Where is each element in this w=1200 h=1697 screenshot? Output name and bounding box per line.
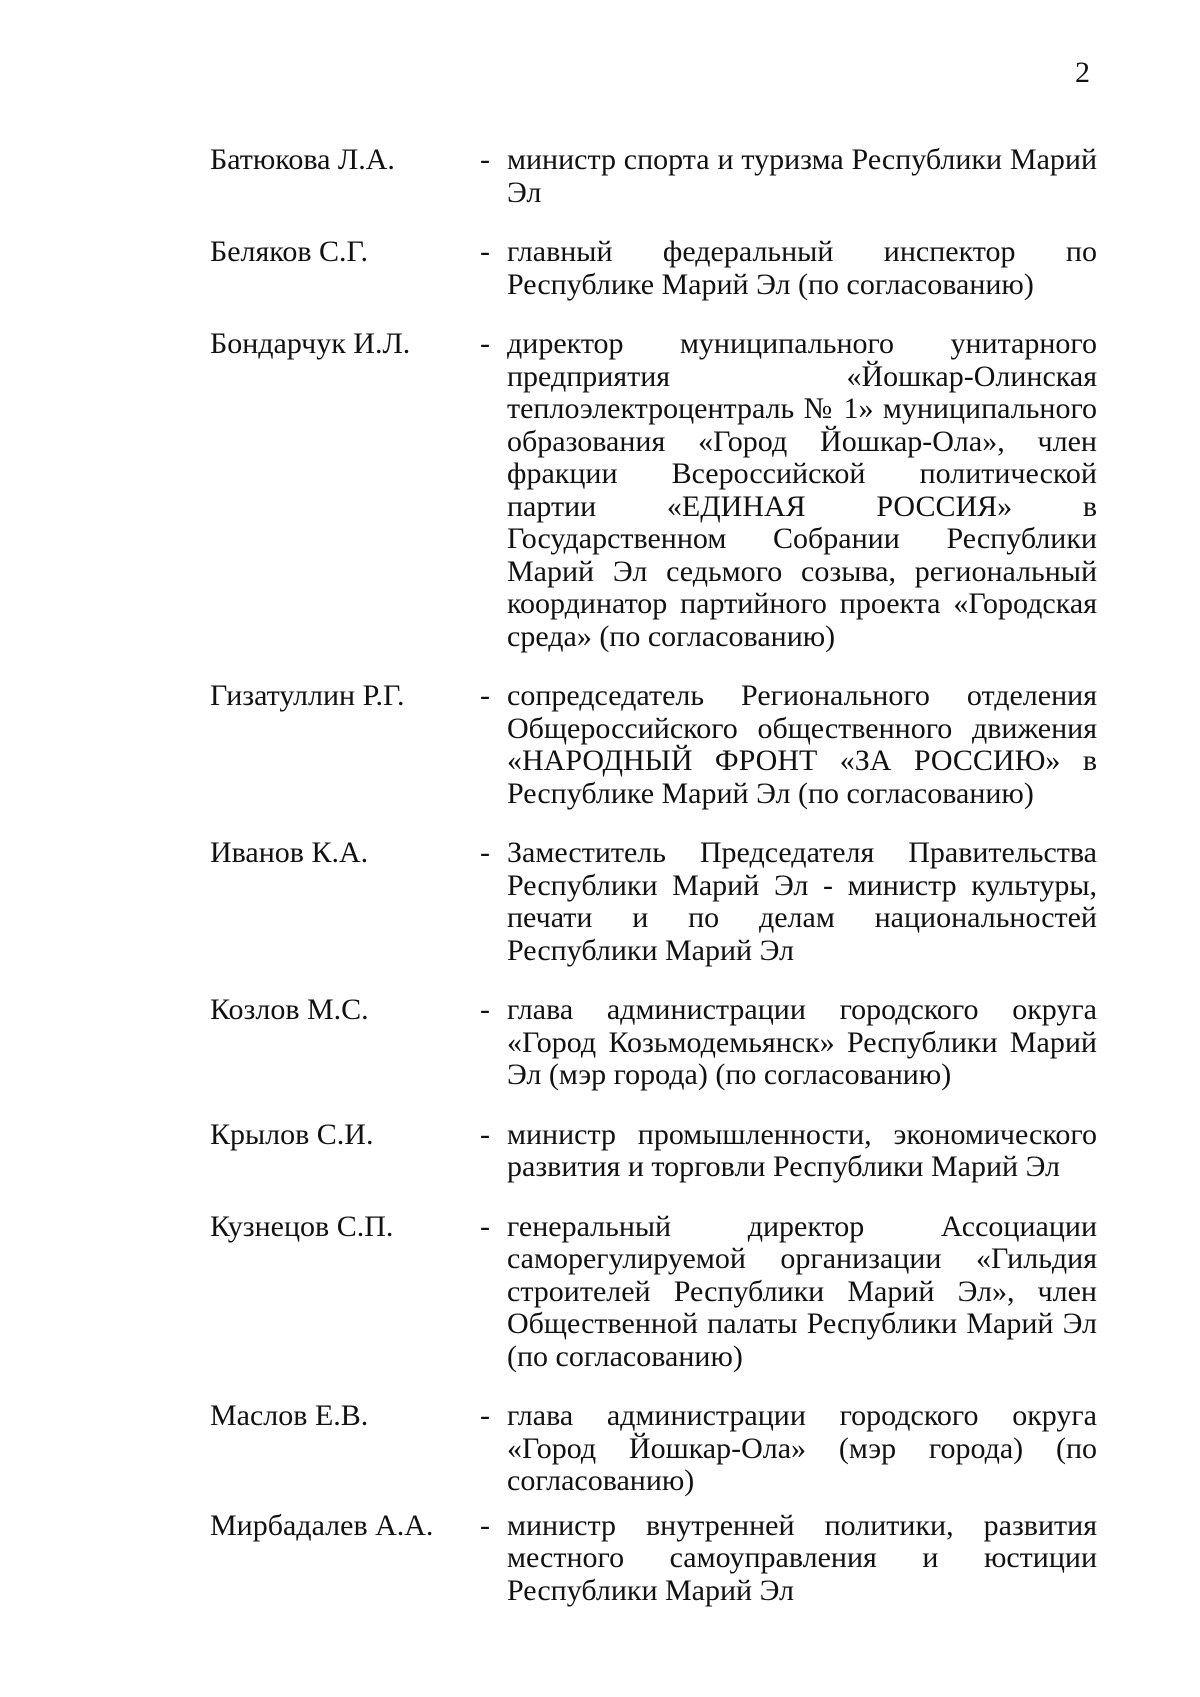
list-item	[210, 1400, 1100, 1498]
list-item	[210, 680, 1100, 810]
list-item	[210, 1510, 1100, 1608]
member-name: Беляков С.Г.	[210, 235, 368, 268]
list-item	[210, 1119, 1100, 1184]
list-item	[210, 837, 1100, 967]
member-name: Мирбадалев А.А.	[210, 1508, 434, 1542]
member-position: сопредседатель Регионального отделения Общероссийского общественного движения «НАРОДНЫЙ ФРОНТ «ЗА РОССИЮ» в Республике Марий Эл (по согласованию)	[507, 679, 1097, 810]
list-item	[210, 328, 1100, 653]
dash-separator: -	[480, 1117, 490, 1151]
member-position: Заместитель Председателя Правительства Республики Марий Эл - министр культуры, печати и по делам национальностей Республики Марий Эл	[507, 836, 1097, 967]
member-position: глава администрации городского округа «Город Йошкар-Ола» (мэр города) (по согласованию)	[507, 1399, 1097, 1497]
list-item	[210, 144, 1100, 209]
member-name: Батюкова Л.А.	[210, 143, 395, 176]
member-position: министр спорта и туризма Республики Марий Эл	[507, 143, 1097, 209]
page-number: 2	[1075, 56, 1090, 89]
dash-separator: -	[480, 679, 490, 712]
list-item	[210, 236, 1100, 301]
members-list	[210, 144, 1100, 1607]
member-name: Козлов М.С.	[210, 993, 369, 1026]
dash-separator: -	[480, 1508, 490, 1542]
member-position: директор муниципального унитарного предприятия «Йошкар-Олинская теплоэлектроцентраль № 1» муниципального образования «Город Йошкар-Ола», член фракции Всероссийской политической партии «ЕДИНАЯ РОССИЯ» в Государственном Собрании Республики Марий Эл седьмого созыва, региональный координатор партийного проекта «Городская среда» (по согласованию)	[507, 327, 1097, 653]
member-name: Иванов К.А.	[210, 836, 369, 869]
dash-separator: -	[480, 836, 490, 869]
member-name: Бондарчук И.Л.	[210, 327, 411, 360]
dash-separator: -	[480, 1209, 490, 1243]
member-name: Кузнецов С.П.	[210, 1209, 394, 1243]
dash-separator: -	[480, 1399, 490, 1432]
list-item	[210, 1211, 1100, 1374]
member-position: главный федеральный инспектор по Республике Марий Эл (по согласованию)	[507, 235, 1097, 301]
member-name: Гизатуллин Р.Г.	[210, 679, 405, 712]
dash-separator: -	[480, 327, 490, 360]
dash-separator: -	[480, 993, 490, 1026]
member-position: генеральный директор Ассоциации саморегулируемой организации «Гильдия строителей Республики Марий Эл», член Общественной палаты Республики Марий Эл (по согласованию)	[507, 1209, 1097, 1373]
dash-separator: -	[480, 143, 490, 176]
dash-separator: -	[480, 235, 490, 268]
list-item	[210, 994, 1100, 1092]
member-position: глава администрации городского округа «Город Козьмодемьянск» Республики Марий Эл (мэр города) (по согласованию)	[507, 993, 1097, 1091]
member-position: министр промышленности, экономического развития и торговли Республики Марий Эл	[507, 1117, 1097, 1183]
member-name: Крылов С.И.	[210, 1117, 374, 1151]
member-position: министр внутренней политики, развития местного самоуправления и юстиции Республики Марий Эл	[507, 1508, 1097, 1607]
member-name: Маслов Е.В.	[210, 1399, 369, 1432]
